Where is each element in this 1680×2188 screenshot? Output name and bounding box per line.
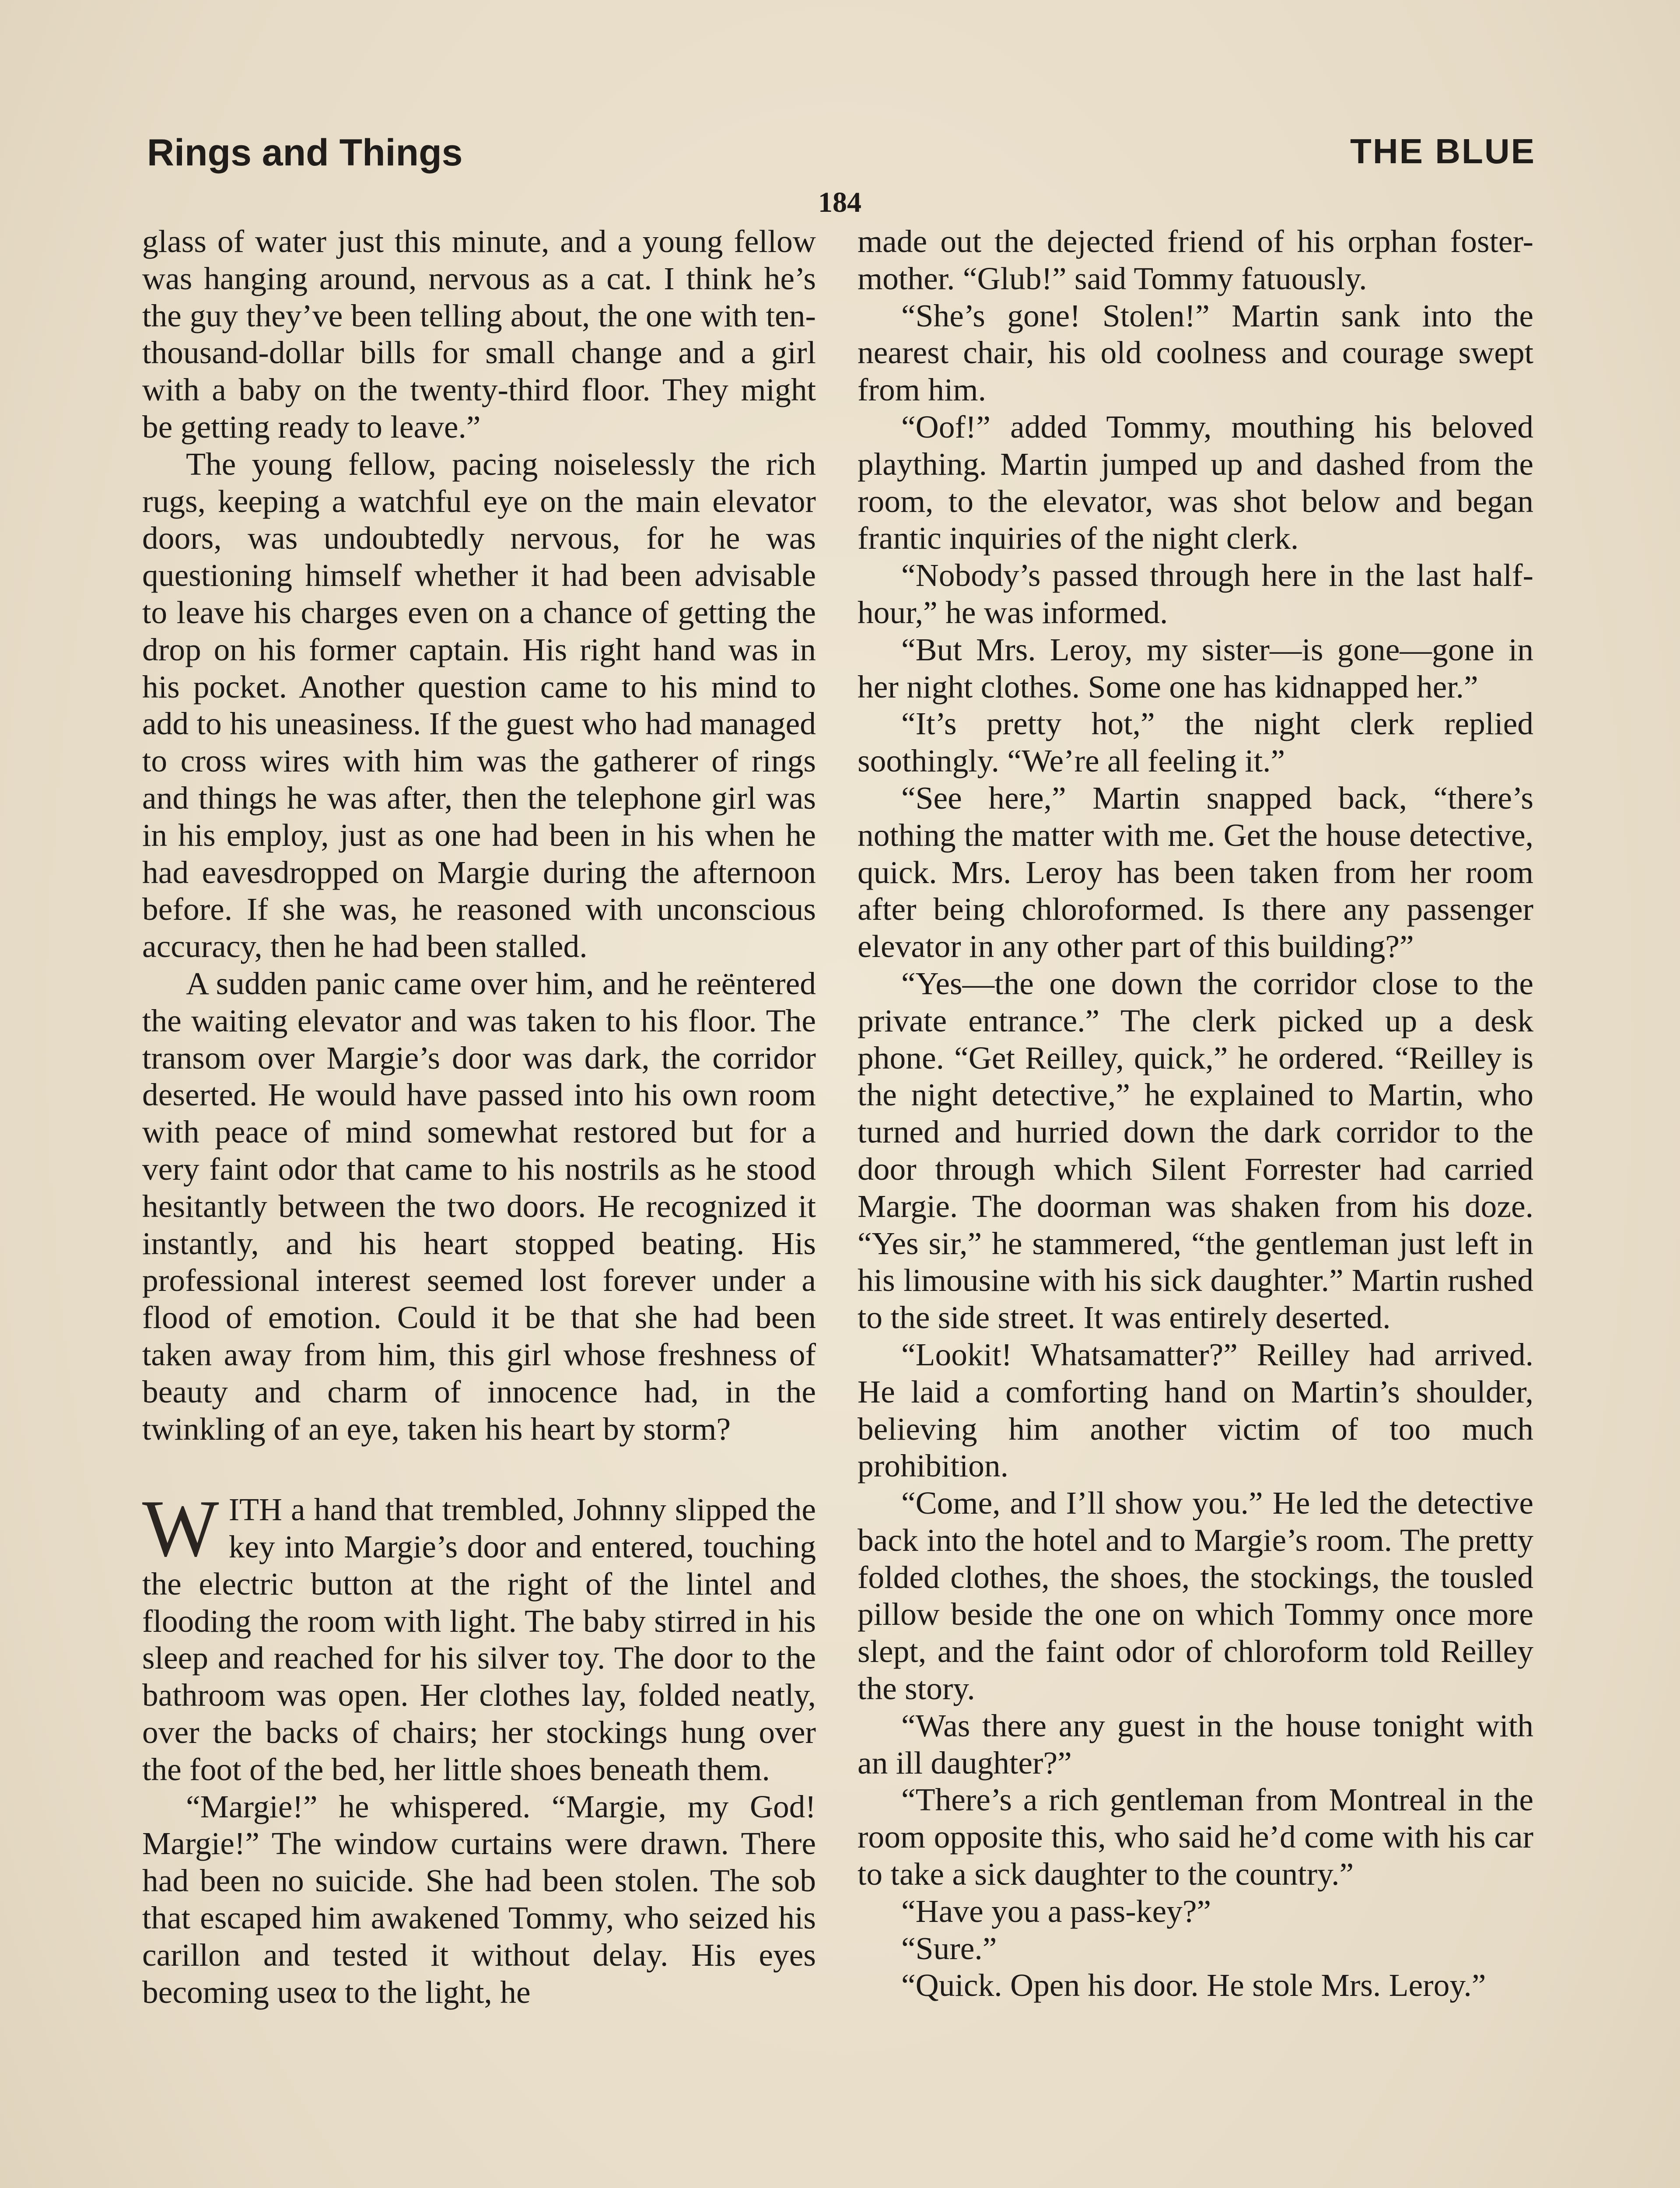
paragraph: A sudden panic came over him, and he reëntered the waiting elevator and was taken to his floor. The transom over Margie’s door was dark, the corridor deserted. He would have passed into his own room with peace of mind somewhat restored but for a very faint odor that came to his nostrils as he stood hesitantly between the two doors. He recognized it instantly, and his heart stopped beating. His professional interest seemed lost forever under a flood of emotion. Could it be that she had been taken away from him, this girl whose freshness of beauty and charm of innocence had, in the twinkling of an eye, taken his heart by storm?: [142, 965, 816, 1447]
dropcap-paragraph-text: ITH a hand that trembled, Johnny slipped the key into Margie’s door and entered, touching the electric button at the right of the lintel and flooding the room with light. The baby stirred in his sleep and reached for his silver toy. The door to the bathroom was open. Her clothes lay, folded neatly, over the backs of chairs; her stockings hung over the foot of the bed, her little shoes beneath them.: [142, 1492, 816, 1787]
paragraph: glass of water just this minute, and a young fellow was hanging around, nervous as a cat. I think he’s the guy they’ve been telling about, the one with ten-thousand-dollar bills for small change and a girl with a baby on the twenty-third floor. They might be getting ready to leave.”: [142, 224, 816, 445]
paragraph: “Have you a pass-key?”: [901, 1893, 1211, 1929]
page-number: 184: [818, 186, 861, 218]
paragraph: “Margie!” he whispered. “Margie, my God! Margie!” The window curtains were drawn. There had been no suicide. She had been stolen. The sob that escaped him awakened Tommy, who seized his carillon and tested it without delay. His eyes becoming useα to the light, he: [142, 1788, 816, 2010]
paragraph: “Quick. Open his door. He stole Mrs. Leroy.”: [901, 1967, 1486, 2003]
right-column: [858, 223, 1533, 2004]
paragraph: The young fellow, pacing noiselessly the rich rugs, keeping a watchful eye on the main elevator doors, was undoubtedly nervous, for he was questioning himself whether it had been advisable to leave his charges even on a chance of getting the drop on his former captain. His right hand was in his pocket. Another question came to his mind to add to his uneasiness. If the guest who had managed to cross wires with him was the gatherer of rings and things he was after, then the telephone girl was in his employ, just as one had been in his when he had eavesdropped on Margie during the afternoon before. If she was, he reasoned with unconscious accuracy, then he had been stalled.: [142, 446, 816, 964]
paragraph: “Oof!” added Tommy, mouthing his beloved plaything. Martin jumped up and dashed from the room, to the elevator, was shot below and began frantic inquiries of the night clerk.: [858, 409, 1533, 556]
running-title: Rings and Things: [147, 132, 463, 174]
left-column: [142, 223, 816, 2011]
magazine-title: THE BLUE: [1350, 132, 1536, 171]
paragraph: “It’s pretty hot,” the night clerk replied soothingly. “We’re all feeling it.”: [858, 706, 1533, 779]
paragraph: “Yes—the one down the corridor close to the private entrance.” The clerk picked up a desk phone. “Get Reilley, quick,” he ordered. “Reilley is the night detective,” he explained to Martin, who turned and hurried down the dark corridor to the door through which Silent Forrester had carried Margie. The doorman was shaken from his doze. “Yes sir,” he stammered, “the gentleman just left in his limousine with his sick daughter.” Martin rushed to the side street. It was entirely deserted.: [858, 965, 1533, 1336]
paragraph: “But Mrs. Leroy, my sister—is gone—gone in her night clothes. Some one has kidnapped her.”: [858, 631, 1533, 705]
paragraph: “Was there any guest in the house tonight with an ill daughter?”: [858, 1708, 1533, 1781]
dropcap-paragraph: [142, 1483, 816, 1788]
paragraph: “Come, and I’ll show you.” He led the detective back into the hotel and to Margie’s room. The pretty folded clothes, the shoes, the stockings, the tousled pillow beside the one on which Tommy once more slept, and the faint odor of chloroform told Reilley the story.: [858, 1485, 1533, 1707]
paragraph: “See here,” Martin snapped back, “there’s nothing the matter with me. Get the house detective, quick. Mrs. Leroy has been taken from her room after being chloroformed. Is there any passenger elevator in any other part of this building?”: [858, 780, 1533, 964]
paragraph: made out the dejected friend of his orphan foster-mother. “Glub!” said Tommy fatuously.: [858, 224, 1533, 296]
paragraph: “She’s gone! Stolen!” Martin sank into the nearest chair, his old coolness and courage swept from him.: [858, 298, 1533, 408]
paragraph: “Nobody’s passed through here in the last half-hour,” he was informed.: [858, 558, 1533, 630]
paragraph: “Sure.”: [901, 1930, 997, 1966]
paragraph: “Lookit! Whatsamatter?” Reilley had arrived. He laid a comforting hand on Martin’s shoulder, believing him another victim of too much prohibition.: [858, 1336, 1533, 1484]
paragraph: “There’s a rich gentleman from Montreal in the room opposite this, who said he’d come with his car to take a sick daughter to the country.”: [858, 1782, 1533, 1892]
drop-cap: W: [142, 1483, 219, 1574]
paper-stain: [0, 2183, 394, 2188]
section-break: [142, 1448, 816, 1491]
